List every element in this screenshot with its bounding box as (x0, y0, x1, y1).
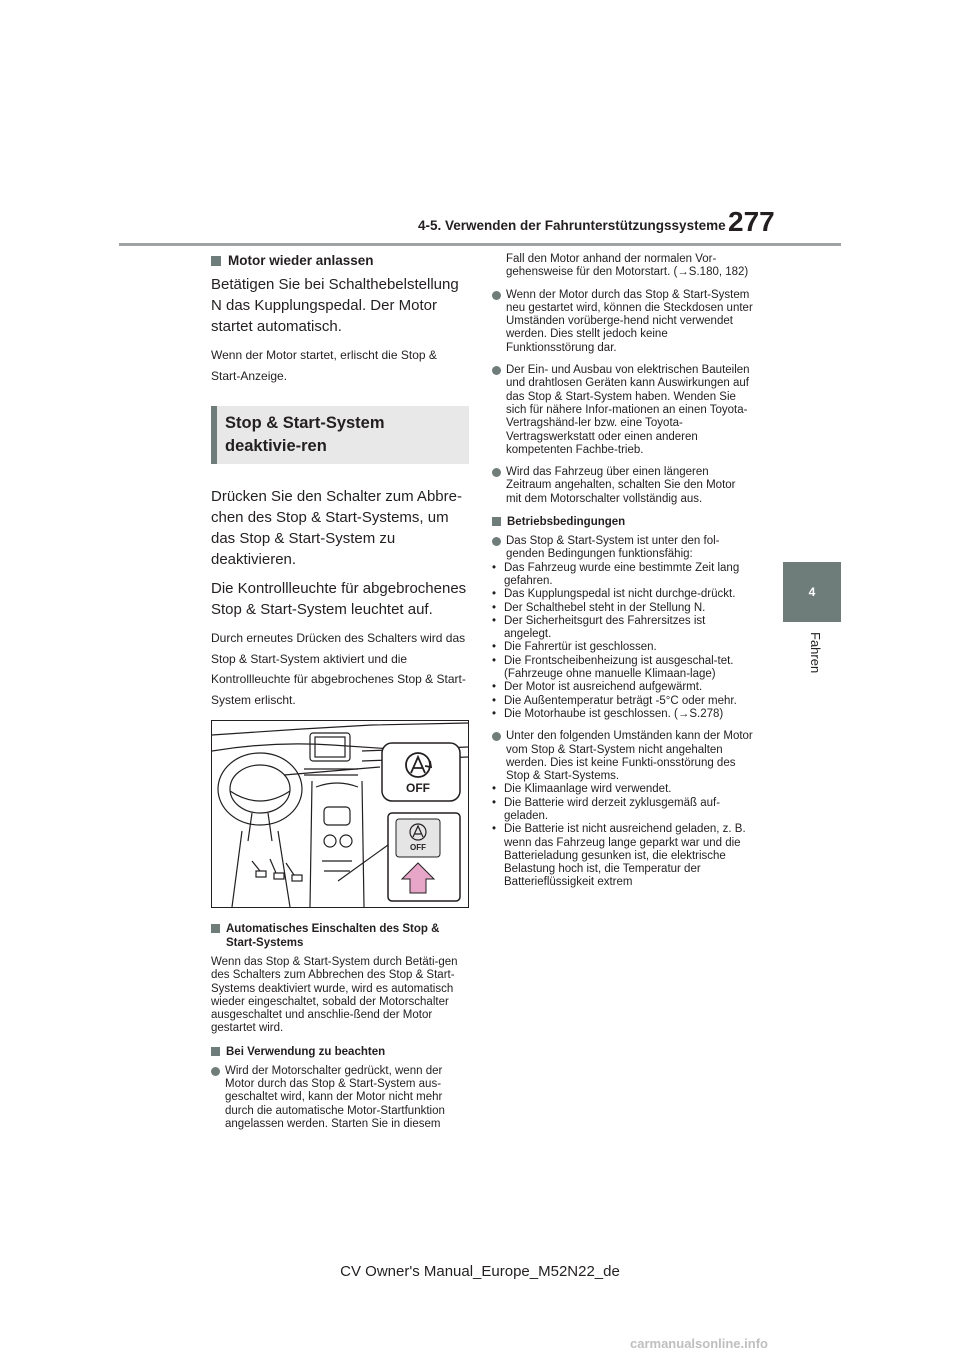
auto-text: Wenn das Stop & Start-System durch Betäti-gen des Schalters zum Abbrechen des Stop & Start-Systems deaktiviert wurde, wird es automatisch wieder eingeschaltet, sobald der Motorschalter ausgeschaltet und anschlie-ßend der Motor gestartet wird. (211, 956, 458, 1035)
list-item: • Die Außentemperatur beträgt -5°C oder mehr. (492, 695, 754, 708)
chapter-tab: 4 (783, 562, 841, 622)
caution-heading: Bei Verwendung zu beachten (211, 1045, 469, 1059)
caution-bullet-1: Wird der Motorschalter gedrückt, wenn der Motor durch das Stop & Start-System aus-geschaltet wird, kann der Motor nicht mehr durch die automatische Motor-Startfunktion angelassen werden. Starten Sie in diesem (211, 1065, 469, 1131)
list-item: • Die Fahrertür ist geschlossen. (492, 641, 754, 654)
deactivate-note: Durch erneutes Drücken des Schalters wird das Stop & Start-System aktiviert und die Kontrollleuchte für abgebrochenes Stop & Start-System erlischt. (211, 631, 466, 707)
right-column (492, 253, 754, 899)
not-stop-list (492, 783, 754, 889)
page-number: 277 (728, 206, 775, 237)
bullet-components: Der Ein- und Ausbau von elektrischen Bauteilen und drahtlosen Geräten kann Auswirkungen auf das Stop & Start-System haben. Wenden Sie sich für nähere Infor-mationen an einen Toyota-Vertragshänd-ler bzw. eine Toyota-Vertragswerkstatt oder einen anderen kompetenten Fachbe-trieb. (492, 364, 754, 457)
section-title: 4-5. Verwenden der Fahrunterstützungssysteme (418, 218, 726, 233)
deactivate-text-1: Drücken Sie den Schalter zum Abbre-chen des Stop & Start-Systems, um das Stop & Start-System zu deaktivieren. (211, 488, 462, 568)
list-item: • Die Batterie wird derzeit zyklusgemäß auf-geladen. (492, 797, 754, 824)
watermark: carmanualsonline.info (630, 1336, 768, 1351)
off-label-small: OFF (410, 843, 426, 852)
conditions-intro: Das Stop & Start-System ist unter den fol-genden Bedingungen funktionsfähig: (506, 535, 720, 561)
list-item: • Das Fahrzeug wurde eine bestimmte Zeit lang gefahren. (492, 562, 754, 589)
list-item: • Das Kupplungspedal ist nicht durchge-drückt. (492, 588, 754, 601)
dashboard-drawing (212, 721, 468, 907)
section-heading-deactivate: Stop & Start-System deaktivie-ren (211, 406, 469, 464)
conditions-list (492, 562, 754, 722)
auto-heading: Automatisches Einschalten des Stop & Start-Systems (211, 922, 469, 950)
list-item: • Die Frontscheibenheizung ist ausgeschal-tet. (Fahrzeuge ohne manuelle Klimaan-lage) (492, 655, 754, 682)
list-item: • Die Batterie ist nicht ausreichend geladen, z. B. wenn das Fahrzeug lange geparkt war und die Batterieladung gesunken ist, die elektrische Belastung hoch ist, die Temperatur der Batterieflüssigkeit extrem (492, 823, 754, 889)
manual-footer: CV Owner's Manual_Europe_M52N22_de (340, 1263, 620, 1280)
not-stop-intro: Unter den folgenden Umständen kann der Motor vom Stop & Start-System nicht angehalten werden. Dies ist keine Funkti-onsstörung des Stop & Start-Systems. (506, 730, 753, 783)
list-item: • Der Schalthebel steht in der Stellung N. (492, 602, 754, 615)
left-column (211, 253, 469, 1140)
header-divider (119, 243, 841, 246)
list-item: • Der Sicherheitsgurt des Fahrersitzes ist angelegt. (492, 615, 754, 642)
bullet-sockets: Wenn der Motor durch das Stop & Start-System neu gestartet wird, können die Steckdosen unter Umständen vorüberge-hend nicht verwendet werden. Dies stellt jedoch keine Funktionsstörung dar. (492, 289, 754, 355)
dashboard-illustration (211, 720, 469, 908)
restart-text: Betätigen Sie bei Schalthebelstellung N das Kupplungspedal. Der Motor startet automatisch. (211, 276, 459, 335)
list-item: • Die Klimaanlage wird verwendet. (492, 783, 754, 796)
restart-note: Wenn der Motor startet, erlischt die Stop & Start-Anzeige. (211, 348, 437, 383)
list-item: • Die Motorhaube ist geschlossen. (→S.278) (492, 708, 754, 721)
list-item: • Der Motor ist ausreichend aufgewärmt. (492, 681, 754, 694)
conditions-block (492, 535, 754, 721)
deactivate-text-2: Die Kontrollleuchte für abgebrochenes Stop & Start-System leuchtet auf. (211, 580, 467, 618)
caution-bullet-1-continued: Fall den Motor anhand der normalen Vor-gehensweise für den Motorstart. (→S.180, 182) (506, 253, 749, 279)
chapter-label: Fahren (808, 632, 823, 674)
restart-heading: Motor wieder anlassen (211, 253, 469, 268)
not-stop-block (492, 730, 754, 890)
off-label-large: OFF (406, 781, 430, 795)
conditions-heading: Betriebsbedingungen (492, 515, 754, 529)
bullet-engine-off: Wird das Fahrzeug über einen längeren Zeitraum angehalten, schalten Sie den Motor mit dem Motorschalter vollständig aus. (492, 466, 754, 506)
